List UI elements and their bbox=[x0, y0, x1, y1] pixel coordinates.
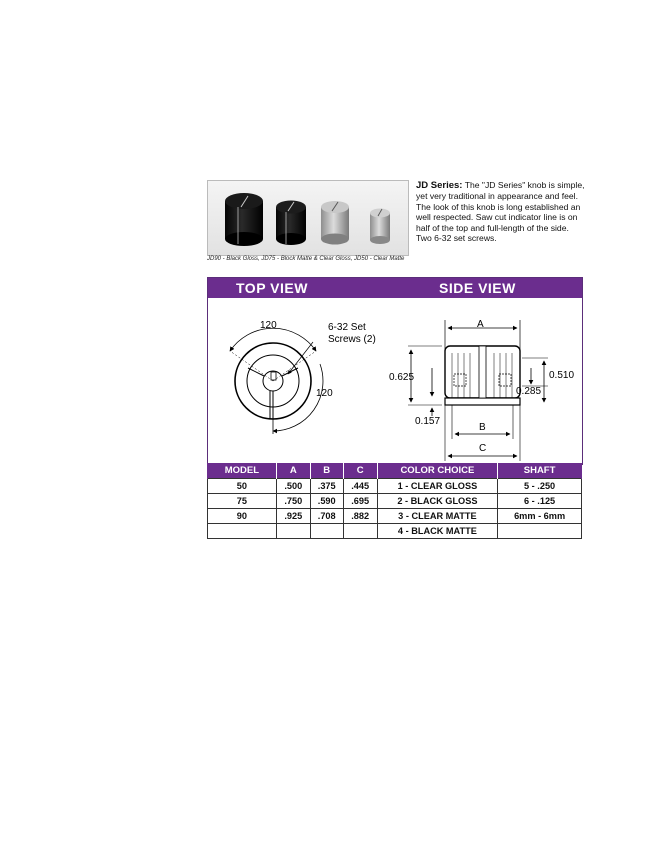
base-height-label: 0.157 bbox=[415, 416, 441, 427]
table-cell: 50 bbox=[208, 479, 277, 494]
table-row bbox=[208, 509, 582, 524]
diagram-header bbox=[208, 278, 582, 298]
set-screws-label-line1: 6-32 Set bbox=[328, 322, 366, 333]
table-cell: 4 - BLACK MATTE bbox=[377, 524, 498, 539]
product-photo bbox=[207, 180, 409, 256]
table-cell: .882 bbox=[343, 509, 377, 524]
right-base-label: 0.285 bbox=[516, 386, 542, 397]
table-row bbox=[208, 524, 582, 539]
dimension-a-label: A bbox=[477, 319, 484, 330]
knobs-illustration bbox=[208, 181, 408, 255]
description-title: JD Series: bbox=[416, 180, 463, 191]
dimension-b-label: B bbox=[479, 422, 486, 433]
knob-jd50 bbox=[370, 209, 390, 245]
set-screws-label-line2: Screws (2) bbox=[328, 334, 376, 345]
table-cell: .708 bbox=[310, 509, 343, 524]
table-cell: 5 - .250 bbox=[498, 479, 582, 494]
col-header-c: C bbox=[343, 463, 377, 479]
dimension-c-label: C bbox=[479, 443, 487, 454]
photo-caption: JD90 - Black Gloss, JD75 - Block Matte & Clear Gloss, JD50 - Clear Matte bbox=[207, 256, 405, 262]
top-view-title: TOP VIEW bbox=[236, 280, 308, 296]
technical-drawing bbox=[208, 298, 582, 464]
table-cell: .445 bbox=[343, 479, 377, 494]
description-body: The "JD Series" knob is simple, yet very traditional in appearance and feel. The look of this knob is long established an well respected. Saw cut indicator line is on half of the top and full-length of the side. Two 6-32 set screws. bbox=[416, 180, 585, 244]
table-row bbox=[208, 479, 582, 494]
table-cell: 6 - .125 bbox=[498, 494, 582, 509]
col-header-shaft: SHAFT bbox=[498, 463, 582, 479]
top-view-drawing bbox=[230, 328, 323, 434]
spec-table bbox=[207, 463, 582, 539]
table-cell bbox=[498, 524, 582, 539]
table-cell: 2 - BLACK GLOSS bbox=[377, 494, 498, 509]
side-view-title: SIDE VIEW bbox=[439, 280, 516, 296]
table-cell: .375 bbox=[310, 479, 343, 494]
right-angle-label: 120 bbox=[316, 388, 333, 399]
table-cell bbox=[310, 524, 343, 539]
col-header-color-choice: COLOR CHOICE bbox=[377, 463, 498, 479]
table-cell: 3 - CLEAR MATTE bbox=[377, 509, 498, 524]
table-cell bbox=[276, 524, 310, 539]
knob-jd75 bbox=[276, 201, 306, 246]
product-description bbox=[416, 180, 586, 243]
table-cell: 90 bbox=[208, 509, 277, 524]
right-height-label: 0.510 bbox=[549, 370, 575, 381]
col-header-b: B bbox=[310, 463, 343, 479]
table-cell: 1 - CLEAR GLOSS bbox=[377, 479, 498, 494]
table-row bbox=[208, 494, 582, 509]
table-cell: .500 bbox=[276, 479, 310, 494]
table-header-row bbox=[208, 463, 582, 479]
col-header-a: A bbox=[276, 463, 310, 479]
knob-jd90 bbox=[225, 193, 263, 246]
table-cell: 6mm - 6mm bbox=[498, 509, 582, 524]
table-cell: .695 bbox=[343, 494, 377, 509]
table-cell bbox=[208, 524, 277, 539]
col-header-model: MODEL bbox=[208, 463, 277, 479]
table-cell: .750 bbox=[276, 494, 310, 509]
table-cell: .925 bbox=[276, 509, 310, 524]
top-angle-label: 120 bbox=[260, 320, 277, 331]
table-cell bbox=[343, 524, 377, 539]
dimension-diagram-panel bbox=[207, 277, 583, 465]
knob-jd75-clear bbox=[321, 201, 349, 245]
height-label: 0.625 bbox=[389, 372, 415, 383]
table-cell: 75 bbox=[208, 494, 277, 509]
table-cell: .590 bbox=[310, 494, 343, 509]
